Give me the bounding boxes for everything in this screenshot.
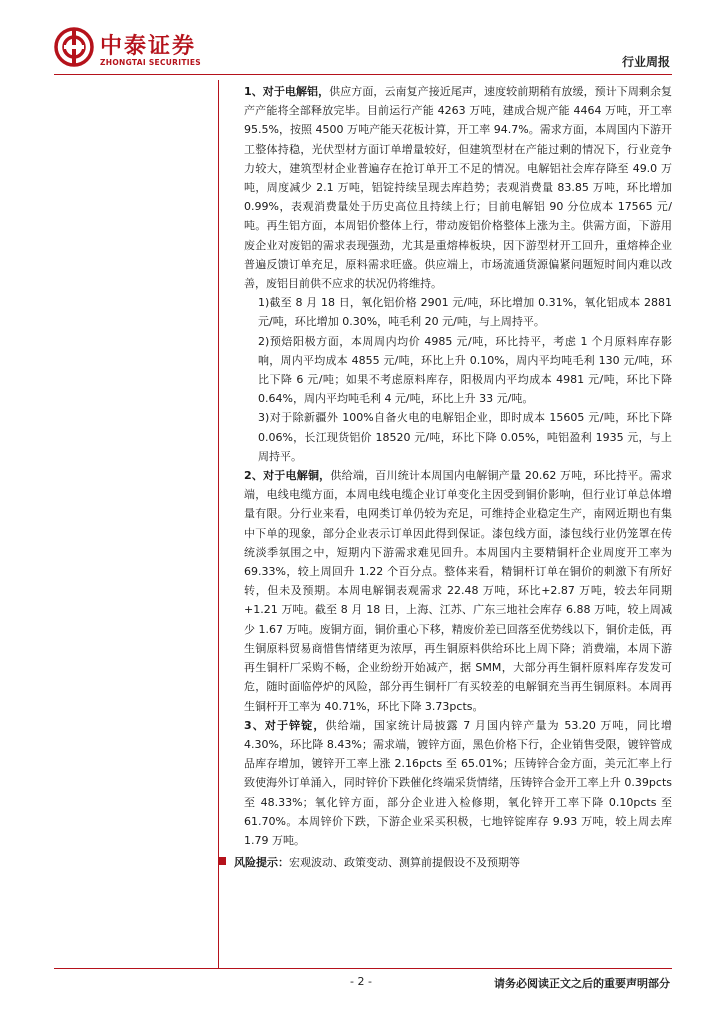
header-divider [54,74,672,75]
logo-english-name: ZHONGTAI SECURITIES [100,58,201,67]
risk-warning [218,853,678,872]
aluminum-heading: 1、对于电解铝， [244,85,330,98]
aluminum-paragraph [244,82,672,293]
copper-text: 供给端，百川统计本周国内电解铜产量 20.62 万吨，环比持平。需求端，电线电缆方面，本周电线电缆企业订单变化主因受到铜价影响，但行业订单总体增量有限。分行业来看，电网类订单仍较为充足，可维持企业稳定生产，南网近期也有集中下单的现象，部分企业表示订单因此得到保证。漆包线方面，漆包线行业仍笼罩在传统淡季氛围之中，短期内下游需求难见回升。本周国内主要精铜杆企业周度开工率为 69.33%，较上周回升 1.22 个百分点。整体来看，精铜杆订单在铜价的刺激下有所好转，但未及预期。本周电解铜表观需求 22.48 万吨，环比+2.87 万吨，较去年同期+1.21 万吨。截至 8 月 18 日，上海、江苏、广东三地社会库存 6.88 万吨，较上周减少 1.67 万吨。废铜方面，铜价重心下移，精废价差已回落至优势线以下，铜价走低，再生铜原料贸易商惜售情绪更为浓厚，再生铜原料供给环比上周下降；消费端，本周下游再生铜杆厂采购不畅，企业纷纷开始减产，据 SMM，大部分再生铜杆原料库存发发可危，随时面临停炉的风险，部分再生铜杆厂有买较差的电解铜充当再生铜原料。本周再生铜杆开工率为 40.71%，环比下降 3.73pcts。 [244,469,673,713]
report-body [244,82,672,850]
page-header [0,0,724,80]
left-margin-rule [218,80,219,968]
footer-divider [54,968,672,969]
square-bullet-icon [218,857,226,865]
alumina-item: 1)截至 8 月 18 日，氧化铝价格 2901 元/吨，环比增加 0.31%，氧化铝成本 2881 元/吨，环比增加 0.30%，吨毛利 20 元/吨，与上周持平。 [258,296,672,329]
aluminum-text: 供应方面，云南复产接近尾声，速度较前期稍有放缓，预计下周剩余复产产能将全部释放完毕。目前运行产能 4263 万吨，建成合规产能 4464 万吨，开工率 95.5%，按照 4500 万吨产能天花板计算，开工率 94.7%。需求方面，本周国内下游开工整体持稳，光伏型材方面订单增量较好，但建筑型材在产能过剩的情况下，行业竞争力较大，建筑型材企业普遍存在抢订单开工不足的情况。电解铝社会库存降至 49.0 万吨，周度减少 2.1 万吨，铝锭持续呈现去库趋势；表观消费量 83.85 万吨，环比增加 0.99%，表观消费量处于历史高位且持续上行；目前电解铝 90 分位成本 17565 元/吨。再生铝方面，本周铝价整体上行，带动废铝价格整体上涨为主。供需方面，下游用废企业对废铝的需求表现强劲，尤其是重熔棒板块，因下游型材开工回升，重熔棒企业普遍反馈订单充足，原料需求旺盛。供应端上，市场流通货源偏紧问题短时间内难以改善，废铝目前供不应求的状况仍将维持。 [244,85,673,291]
smelter-cost-item: 3)对于除新疆外 100%自备火电的电解铝企业，即时成本 15605 元/吨，环比下降 0.06%，长江现货铝价 18520 元/吨，环比下降 0.05%，吨铝盈利 1935 元，与上周持平。 [258,411,672,463]
zinc-text: 供给端，国家统计局披露 7 月国内锌产量为 53.20 万吨，同比增 4.30%，环比降 8.43%；需求端，镀锌方面，黑色价格下行，企业销售受限，镀锌管成品库存增加，镀锌开工率上涨 2.16pcts 至 65.01%；压铸锌合金方面，美元汇率上行致使海外订单涌入，同时锌价下跌催化终端采货情绪，压铸锌合金开工率上升 0.39pcts 至 48.33%；氧化锌方面，部分企业进入检修期，氧化锌开工率下降 0.10pcts 至 61.70%。本周锌价下跌，下游企业采买积极，七地锌锭库存 9.93 万吨，较上周去库 1.79 万吨。 [244,718,672,847]
risk-label: 风险提示： [234,856,289,869]
logo-chinese-name: 中泰证券 [100,34,197,59]
copper-heading: 2、对于电解铜， [244,469,331,483]
company-logo [54,27,224,75]
report-type-label: 行业周报 [621,55,670,69]
risk-text: 宏观波动、政策变动、测算前提假设不及预期等 [289,856,520,869]
disclaimer-notice: 请务必阅读正文之后的重要声明部分 [494,977,670,990]
copper-paragraph [244,466,672,716]
page-number: - 2 - [350,975,372,988]
zinc-heading: 3、对于锌锭， [244,718,326,732]
zhongtai-logo-icon [54,27,94,67]
anode-item: 2)预焙阳极方面，本周周内均价 4985 元/吨，环比持平，考虑 1 个月原料库存影响，周内平均成本 4855 元/吨，环比上升 0.10%，周内平均吨毛利 130 元/吨，环比下降 6 元/吨；如果不考虑原料库存，阳极周内平均成本 4981 元/吨，环比下降 0.64%，周内平均吨毛利 4 元/吨，环比上升 33 元/吨。 [258,334,672,406]
zinc-paragraph [244,716,672,850]
